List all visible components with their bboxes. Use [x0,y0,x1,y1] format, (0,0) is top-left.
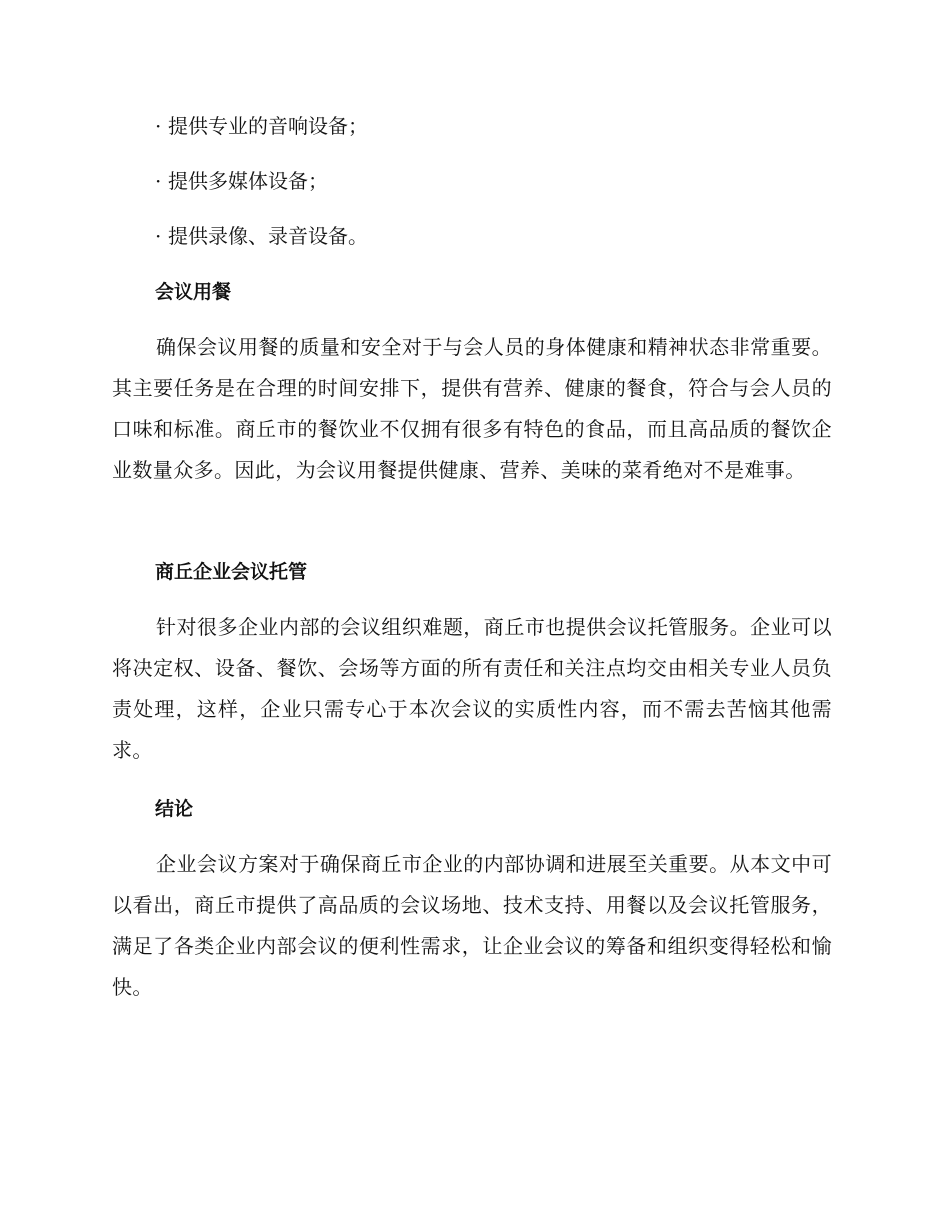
bullet-dot-icon: · [155,114,162,138]
equipment-bullet-list [155,112,835,277]
bullet-text: 提供多媒体设备； [168,169,328,193]
bullet-text: 提供专业的音响设备； [168,114,368,138]
bullet-dot-icon: · [155,169,162,193]
bullet-item-recording [155,222,835,250]
section-heading-conclusion: 结论 [155,798,194,820]
bullet-dot-icon: · [155,224,162,248]
section-body-catering: 确保会议用餐的质量和安全对于与会人员的身体健康和精神状态非常重要。其主要任务是在合理的时间安排下，提供有营养、健康的餐食，符合与会人员的口味和标准。商丘市的餐饮业不仅拥有很多有特色的食品，而且高品质的餐饮企业数量众多。因此，为会议用餐提供健康、营养、美味的菜肴绝对不是难事。 [112,335,832,482]
bullet-item-multimedia [155,167,835,195]
section-heading-hosting: 商丘企业会议托管 [155,561,308,583]
bullet-item-audio [155,112,835,140]
section-heading-catering: 会议用餐 [155,281,232,303]
section-body-hosting: 针对很多企业内部的会议组织难题，商丘市也提供会议托管服务。企业可以将决定权、设备、餐饮、会场等方面的所有责任和关注点均交由相关专业人员负责处理，这样，企业只需专心于本次会议的实质性内容，而不需去苦恼其他需求。 [112,615,832,762]
bullet-text: 提供录像、录音设备。 [168,224,368,248]
section-body-conclusion: 企业会议方案对于确保商丘市企业的内部协调和进展至关重要。从本文中可以看出，商丘市提供了高品质的会议场地、技术支持、用餐以及会议托管服务，满足了各类企业内部会议的便利性需求，让企业会议的筹备和组织变得轻松和愉快。 [112,852,832,999]
